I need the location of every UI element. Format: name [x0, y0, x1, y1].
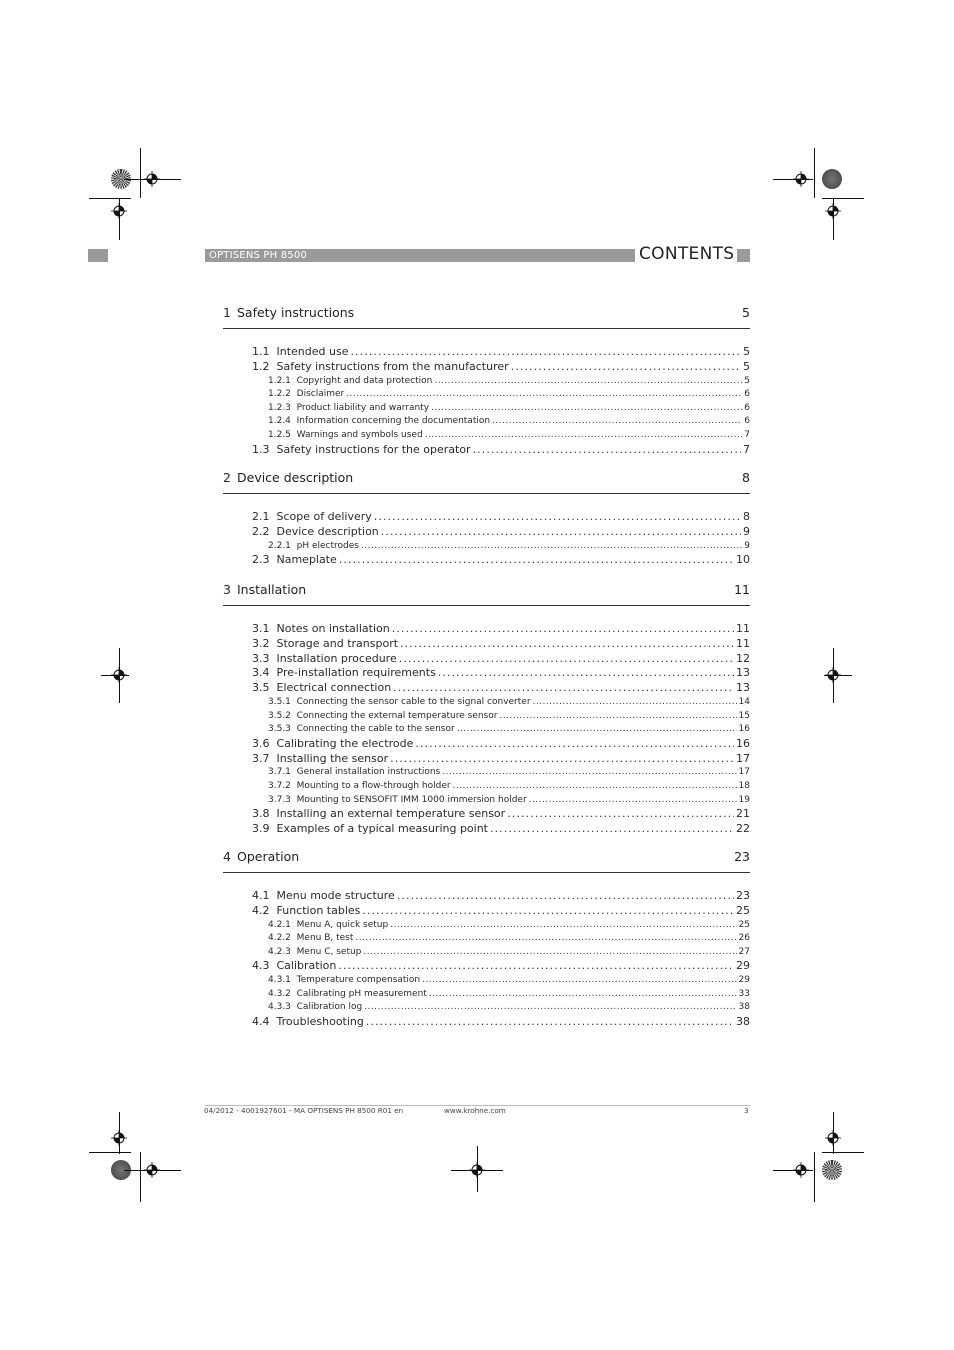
toc-entry-label: [252, 509, 372, 524]
toc-entry-number: 3.3: [252, 651, 270, 665]
color-target-icon: [822, 169, 842, 189]
toc-entry-page: 25: [736, 903, 750, 917]
crop-line: [140, 148, 141, 198]
toc-entry-label: [268, 779, 451, 793]
toc-chapter-number: 3: [223, 582, 231, 597]
toc-entry-number: 4.2.3: [268, 946, 291, 957]
toc-entry-title: pH electrodes: [296, 540, 359, 551]
toc-entry-label: [268, 387, 344, 401]
toc-entry-title: Calibrating pH measurement: [296, 988, 427, 999]
toc-entry-label: [268, 414, 490, 428]
footer-page-number: 3: [744, 1106, 749, 1115]
toc-entry-number: 1.2.3: [268, 402, 291, 413]
toc-entry-title: Scope of delivery: [276, 510, 372, 523]
toc-entry-title: Storage and transport: [276, 636, 399, 650]
toc-chapter-title: Installation: [237, 582, 307, 597]
toc-entry-label: [268, 1000, 362, 1014]
crop-line: [124, 1170, 181, 1171]
toc-entry-page: 5: [743, 345, 750, 358]
toc-leader-dots: [390, 918, 736, 932]
toc-entry-title: Warnings and symbols used: [296, 430, 423, 440]
toc-entry-page: 14: [738, 697, 750, 707]
toc-entry-title: Intended use: [276, 345, 349, 358]
toc-entry-2-1[interactable]: [252, 509, 750, 524]
toc-entry-label: [268, 765, 440, 779]
toc-entry-page: 17: [738, 767, 750, 778]
toc-entry-title: Menu A, quick setup: [296, 919, 389, 930]
toc-leader-dots: [361, 539, 742, 553]
toc-entry-4-4[interactable]: [252, 1014, 750, 1029]
toc-entry-page: 10: [736, 553, 750, 567]
toc-entry-3-2[interactable]: [252, 636, 750, 651]
toc-entry-number: 3.8: [252, 807, 270, 821]
crop-line: [773, 179, 813, 180]
header-bar: [205, 249, 635, 262]
toc-entry-number: 4.3: [252, 959, 270, 973]
crop-line: [477, 1146, 478, 1192]
toc-entry-page: 19: [738, 794, 750, 805]
toc-entry-number: 2.1: [252, 510, 270, 523]
toc-entry-label: [252, 651, 397, 666]
toc-entry-number: 3.7.1: [268, 767, 291, 778]
toc-entry-number: 1.2.1: [268, 375, 291, 386]
toc-entry-label: [252, 680, 391, 695]
toc-entry-title: Installing an external temperature sensor: [276, 807, 506, 821]
toc-entry-number: 3.7.2: [268, 781, 291, 791]
toc-entry-number: 1.3: [252, 442, 270, 456]
toc-entry-label: [252, 888, 395, 903]
crop-line: [814, 148, 815, 198]
toc-entry-label: [252, 736, 413, 751]
crop-line: [119, 648, 120, 703]
toc-leader-dots: [529, 793, 737, 807]
toc-entry-number: 3.1: [252, 622, 270, 635]
toc-entry-3-7-3[interactable]: [268, 793, 750, 807]
toc-entry-title: General installation instructions: [296, 767, 441, 778]
crop-line: [89, 198, 131, 199]
header-left-block: [88, 249, 108, 262]
toc-chapter-number: 1: [223, 305, 231, 320]
toc-entry-page: 7: [744, 430, 750, 440]
toc-entry-page: 29: [736, 959, 750, 973]
toc-entry-4-2-1[interactable]: [268, 918, 750, 932]
toc-leader-dots: [492, 414, 742, 428]
toc-chapter-page: 5: [742, 305, 750, 320]
page-title: CONTENTS: [639, 244, 735, 264]
toc-entry-number: 4.3.1: [268, 975, 291, 986]
toc-entry-title: Troubleshooting: [276, 1015, 364, 1028]
toc-entry-number: 3.4: [252, 666, 270, 680]
toc-entry-number: 4.2: [252, 903, 270, 917]
toc-chapter-title: Operation: [237, 849, 300, 864]
toc-entry-number: 1.2: [252, 359, 270, 373]
toc-entry-label: [268, 539, 359, 553]
toc-entry-label: [252, 958, 336, 973]
toc-entry-label: [252, 442, 471, 457]
toc-entry-page: 5: [744, 375, 750, 386]
crop-line: [773, 1170, 813, 1171]
toc-chapter-2[interactable]: [223, 469, 750, 494]
toc-entry-page: 17: [736, 751, 750, 765]
toc-leader-dots: [393, 680, 734, 695]
toc-entry-number: 3.5: [252, 681, 270, 695]
toc-entry-number: 2.2.1: [268, 540, 291, 551]
toc-leader-dots: [438, 665, 734, 680]
toc-entry-number: 4.2.2: [268, 933, 291, 944]
toc-entry-1-2-3[interactable]: [268, 401, 750, 415]
toc-entry-page: 26: [738, 933, 750, 944]
crop-line: [101, 675, 129, 676]
toc-leader-dots: [390, 751, 734, 766]
toc-entry-page: 9: [743, 524, 750, 538]
toc-entry-page: 38: [736, 1015, 750, 1028]
toc-leader-dots: [338, 958, 734, 973]
toc-leader-dots: [511, 359, 741, 374]
toc-entry-number: 4.3.3: [268, 1002, 291, 1013]
crop-line: [89, 1152, 131, 1153]
header-right-block: [737, 249, 750, 262]
toc-leader-dots: [533, 695, 737, 709]
toc-entry-3-9[interactable]: [252, 821, 750, 836]
toc-leader-dots: [364, 1000, 736, 1014]
toc-entry-page: 13: [736, 681, 750, 695]
toc-leader-dots: [362, 903, 734, 918]
toc-entry-label: [252, 665, 436, 680]
toc-entry-title: Function tables: [276, 903, 361, 917]
toc-entry-4-3[interactable]: [252, 958, 750, 973]
toc-entry-3-5-3[interactable]: [268, 722, 750, 736]
toc-leader-dots: [507, 806, 734, 821]
toc-leader-dots: [429, 987, 737, 1001]
toc-entry-title: Installing the sensor: [276, 751, 389, 765]
toc-entry-title: Disclaimer: [296, 389, 345, 400]
toc-entry-page: 13: [736, 666, 750, 680]
toc-entry-number: 2.2: [252, 524, 270, 538]
toc-entry-title: Mounting to a flow-through holder: [296, 781, 451, 791]
toc-entry-label: [268, 793, 527, 807]
toc-entry-title: Connecting the sensor cable to the signal converter: [296, 697, 531, 707]
toc-entry-label: [268, 401, 429, 415]
toc-entry-number: 3.5.3: [268, 724, 291, 735]
toc-entry-title: Installation procedure: [276, 651, 397, 665]
toc-entry-page: 9: [744, 540, 750, 551]
toc-entry-label: [252, 636, 398, 651]
toc-entry-title: Copyright and data protection: [296, 375, 433, 386]
toc-entry-title: Menu C, setup: [296, 946, 362, 957]
toc-entry-3-7-2[interactable]: [268, 779, 750, 793]
toc-entry-1-2-5[interactable]: [268, 428, 750, 442]
toc-entry-number: 4.2.1: [268, 919, 291, 930]
toc-leader-dots: [381, 524, 741, 539]
toc-entry-title: Calibrating the electrode: [276, 736, 414, 750]
crop-line: [833, 648, 834, 703]
toc-entry-page: 5: [743, 359, 750, 373]
toc-entry-number: 1.1: [252, 345, 270, 358]
toc-chapter-number: 4: [223, 849, 231, 864]
toc-entry-page: 11: [736, 622, 750, 635]
toc-entry-label: [252, 621, 390, 636]
toc-entry-label: [252, 806, 505, 821]
toc-entry-3-3[interactable]: [252, 651, 750, 666]
toc-entry-3-4[interactable]: [252, 665, 750, 680]
toc-entry-4-1[interactable]: [252, 888, 750, 903]
toc-entry-1-2[interactable]: [252, 359, 750, 374]
toc-entry-label: [268, 918, 388, 932]
toc-entry-title: Connecting the cable to the sensor: [296, 724, 455, 735]
toc-entry-number: 4.4: [252, 1015, 270, 1028]
toc-entry-label: [268, 931, 353, 945]
toc-entry-label: [268, 945, 361, 959]
toc-leader-dots: [374, 509, 741, 524]
toc-entry-label: [252, 1014, 364, 1029]
crop-line: [822, 1152, 864, 1153]
toc-entry-page: 7: [743, 442, 750, 456]
toc-entry-page: 11: [736, 636, 750, 650]
toc-leader-dots: [434, 374, 742, 388]
toc-leader-dots: [457, 722, 737, 736]
toc-entry-title: Connecting the external temperature sensor: [296, 710, 498, 721]
toc-leader-dots: [499, 709, 736, 723]
toc-chapter-3[interactable]: [223, 581, 750, 606]
toc-entry-page: 21: [736, 807, 750, 821]
toc-entry-4-2-3[interactable]: [268, 945, 750, 959]
toc-entry-page: 18: [738, 781, 750, 791]
toc-entry-page: 12: [736, 651, 750, 665]
toc-entry-4-2-2[interactable]: [268, 931, 750, 945]
toc-entry-title: Electrical connection: [276, 681, 392, 695]
toc-entry-label: [252, 821, 488, 836]
toc-entry-2-3[interactable]: [252, 552, 750, 567]
toc-entry-number: 1.2.4: [268, 416, 291, 427]
toc-entry-1-2-1[interactable]: [268, 374, 750, 388]
toc-entry-page: 23: [736, 889, 750, 902]
crop-line: [119, 1112, 120, 1154]
crop-line: [119, 198, 120, 240]
toc-entry-title: Menu B, test: [296, 933, 354, 944]
toc-entry-label: [252, 359, 509, 374]
toc-entry-title: Temperature compensation: [296, 975, 421, 986]
toc-entry-title: Nameplate: [276, 553, 337, 567]
toc-entry-title: Pre-installation requirements: [276, 666, 436, 680]
toc-entry-title: Information concerning the documentation: [296, 416, 491, 427]
toc-entry-title: Device description: [276, 524, 379, 538]
toc-chapter-4[interactable]: [223, 848, 750, 873]
toc-entry-title: Mounting to SENSOFIT IMM 1000 immersion holder: [296, 794, 527, 805]
toc-leader-dots: [473, 442, 741, 457]
toc-entry-page: 6: [744, 402, 750, 413]
toc-leader-dots: [442, 765, 736, 779]
toc-entry-label: [252, 524, 379, 539]
toc-entry-page: 15: [738, 710, 750, 721]
toc-chapter-page: 8: [742, 470, 750, 485]
toc-leader-dots: [339, 552, 734, 567]
toc-chapter-page: 23: [734, 849, 750, 864]
toc-chapter-number: 2: [223, 470, 231, 485]
toc-leader-dots: [363, 945, 736, 959]
crop-line: [822, 198, 864, 199]
crop-line: [124, 179, 181, 180]
toc-entry-4-2[interactable]: [252, 903, 750, 918]
toc-entry-page: 33: [738, 988, 750, 999]
toc-entry-3-6[interactable]: [252, 736, 750, 751]
toc-entry-page: 6: [744, 416, 750, 427]
toc-entry-4-3-1[interactable]: [268, 973, 750, 987]
toc-entry-number: 1.2.5: [268, 430, 291, 440]
toc-entry-label: [268, 973, 420, 987]
crop-line: [824, 675, 852, 676]
crop-line: [814, 1152, 815, 1202]
toc-entry-number: 3.7.3: [268, 794, 291, 805]
toc-entry-4-3-2[interactable]: [268, 987, 750, 1001]
toc-leader-dots: [355, 931, 736, 945]
crop-line: [833, 198, 834, 240]
toc-leader-dots: [397, 888, 734, 903]
toc-entry-number: 4.3.2: [268, 988, 291, 999]
toc-leader-dots: [346, 387, 742, 401]
color-target-icon: [822, 1160, 842, 1180]
toc-entry-title: Examples of a typical measuring point: [276, 822, 488, 835]
toc-leader-dots: [490, 821, 734, 836]
toc-entry-3-5-1[interactable]: [268, 695, 750, 709]
toc-entry-1-2-4[interactable]: [268, 414, 750, 428]
header-product-name: OPTISENS PH 8500: [209, 250, 308, 261]
toc-entry-1-1[interactable]: [252, 344, 750, 359]
toc-entry-number: 3.6: [252, 736, 270, 750]
toc-entry-number: 2.3: [252, 553, 270, 567]
toc-entry-label: [252, 552, 337, 567]
toc-entry-title: Safety instructions for the operator: [276, 442, 471, 456]
toc-entry-4-3-3[interactable]: [268, 1000, 750, 1014]
toc-entry-label: [252, 751, 388, 766]
toc-entry-page: 29: [738, 975, 750, 986]
toc-entry-label: [268, 374, 432, 388]
toc-entry-page: 16: [738, 724, 750, 735]
toc-entry-label: [268, 709, 497, 723]
toc-entry-page: 6: [744, 389, 750, 400]
toc-entry-3-5-2[interactable]: [268, 709, 750, 723]
toc-entry-page: 25: [738, 919, 750, 930]
toc-entry-number: 1.2.2: [268, 389, 291, 400]
toc-entry-number: 3.2: [252, 636, 270, 650]
toc-entry-page: 22: [736, 822, 750, 835]
toc-entry-2-2-1[interactable]: [268, 539, 750, 553]
toc-leader-dots: [453, 779, 737, 793]
toc-entry-title: Safety instructions from the manufacturer: [276, 359, 509, 373]
toc-entry-number: 3.9: [252, 822, 270, 835]
toc-entry-2-2[interactable]: [252, 524, 750, 539]
toc-leader-dots: [425, 428, 743, 442]
toc-entry-number: 3.5.1: [268, 697, 291, 707]
toc-entry-3-7-1[interactable]: [268, 765, 750, 779]
toc-entry-3-8[interactable]: [252, 806, 750, 821]
toc-entry-3-5[interactable]: [252, 680, 750, 695]
toc-leader-dots: [399, 651, 734, 666]
toc-leader-dots: [366, 1014, 734, 1029]
toc-entry-label: [268, 695, 531, 709]
toc-entry-label: [252, 344, 348, 359]
toc-entry-3-1[interactable]: [252, 621, 750, 636]
toc-entry-3-7[interactable]: [252, 751, 750, 766]
toc-chapter-title: Device description: [237, 470, 354, 485]
toc-entry-1-2-2[interactable]: [268, 387, 750, 401]
toc-entry-label: [252, 903, 360, 918]
toc-leader-dots: [422, 973, 736, 987]
toc-leader-dots: [350, 344, 741, 359]
toc-entry-label: [268, 722, 455, 736]
toc-leader-dots: [392, 621, 734, 636]
footer-website: www.krohne.com: [444, 1106, 506, 1115]
toc-entry-page: 16: [736, 736, 750, 750]
toc-entry-number: 4.1: [252, 889, 270, 902]
toc-entry-1-3[interactable]: [252, 442, 750, 457]
crop-line: [140, 1152, 141, 1202]
toc-entry-title: Calibration: [276, 959, 337, 973]
toc-entry-title: Menu mode structure: [276, 889, 395, 902]
toc-entry-page: 27: [738, 946, 750, 957]
toc-entry-title: Notes on installation: [276, 622, 390, 635]
toc-leader-dots: [431, 401, 742, 415]
toc-entry-label: [268, 987, 427, 1001]
toc-entry-number: 3.5.2: [268, 710, 291, 721]
toc-entry-title: Calibration log: [296, 1002, 363, 1013]
toc-entry-page: 8: [743, 510, 750, 523]
toc-chapter-title: Safety instructions: [237, 305, 355, 320]
crop-line: [833, 1112, 834, 1154]
toc-chapter-1[interactable]: [223, 304, 750, 329]
toc-leader-dots: [400, 636, 734, 651]
toc-entry-page: 38: [738, 1002, 750, 1013]
toc-entry-label: [268, 428, 423, 442]
toc-entry-number: 3.7: [252, 751, 270, 765]
footer-doc-info: 04/2012 - 4001927601 - MA OPTISENS PH 8500 R01 en: [204, 1106, 404, 1115]
toc-entry-title: Product liability and warranty: [296, 402, 430, 413]
toc-chapter-page: 11: [734, 582, 750, 597]
toc-leader-dots: [415, 736, 734, 751]
